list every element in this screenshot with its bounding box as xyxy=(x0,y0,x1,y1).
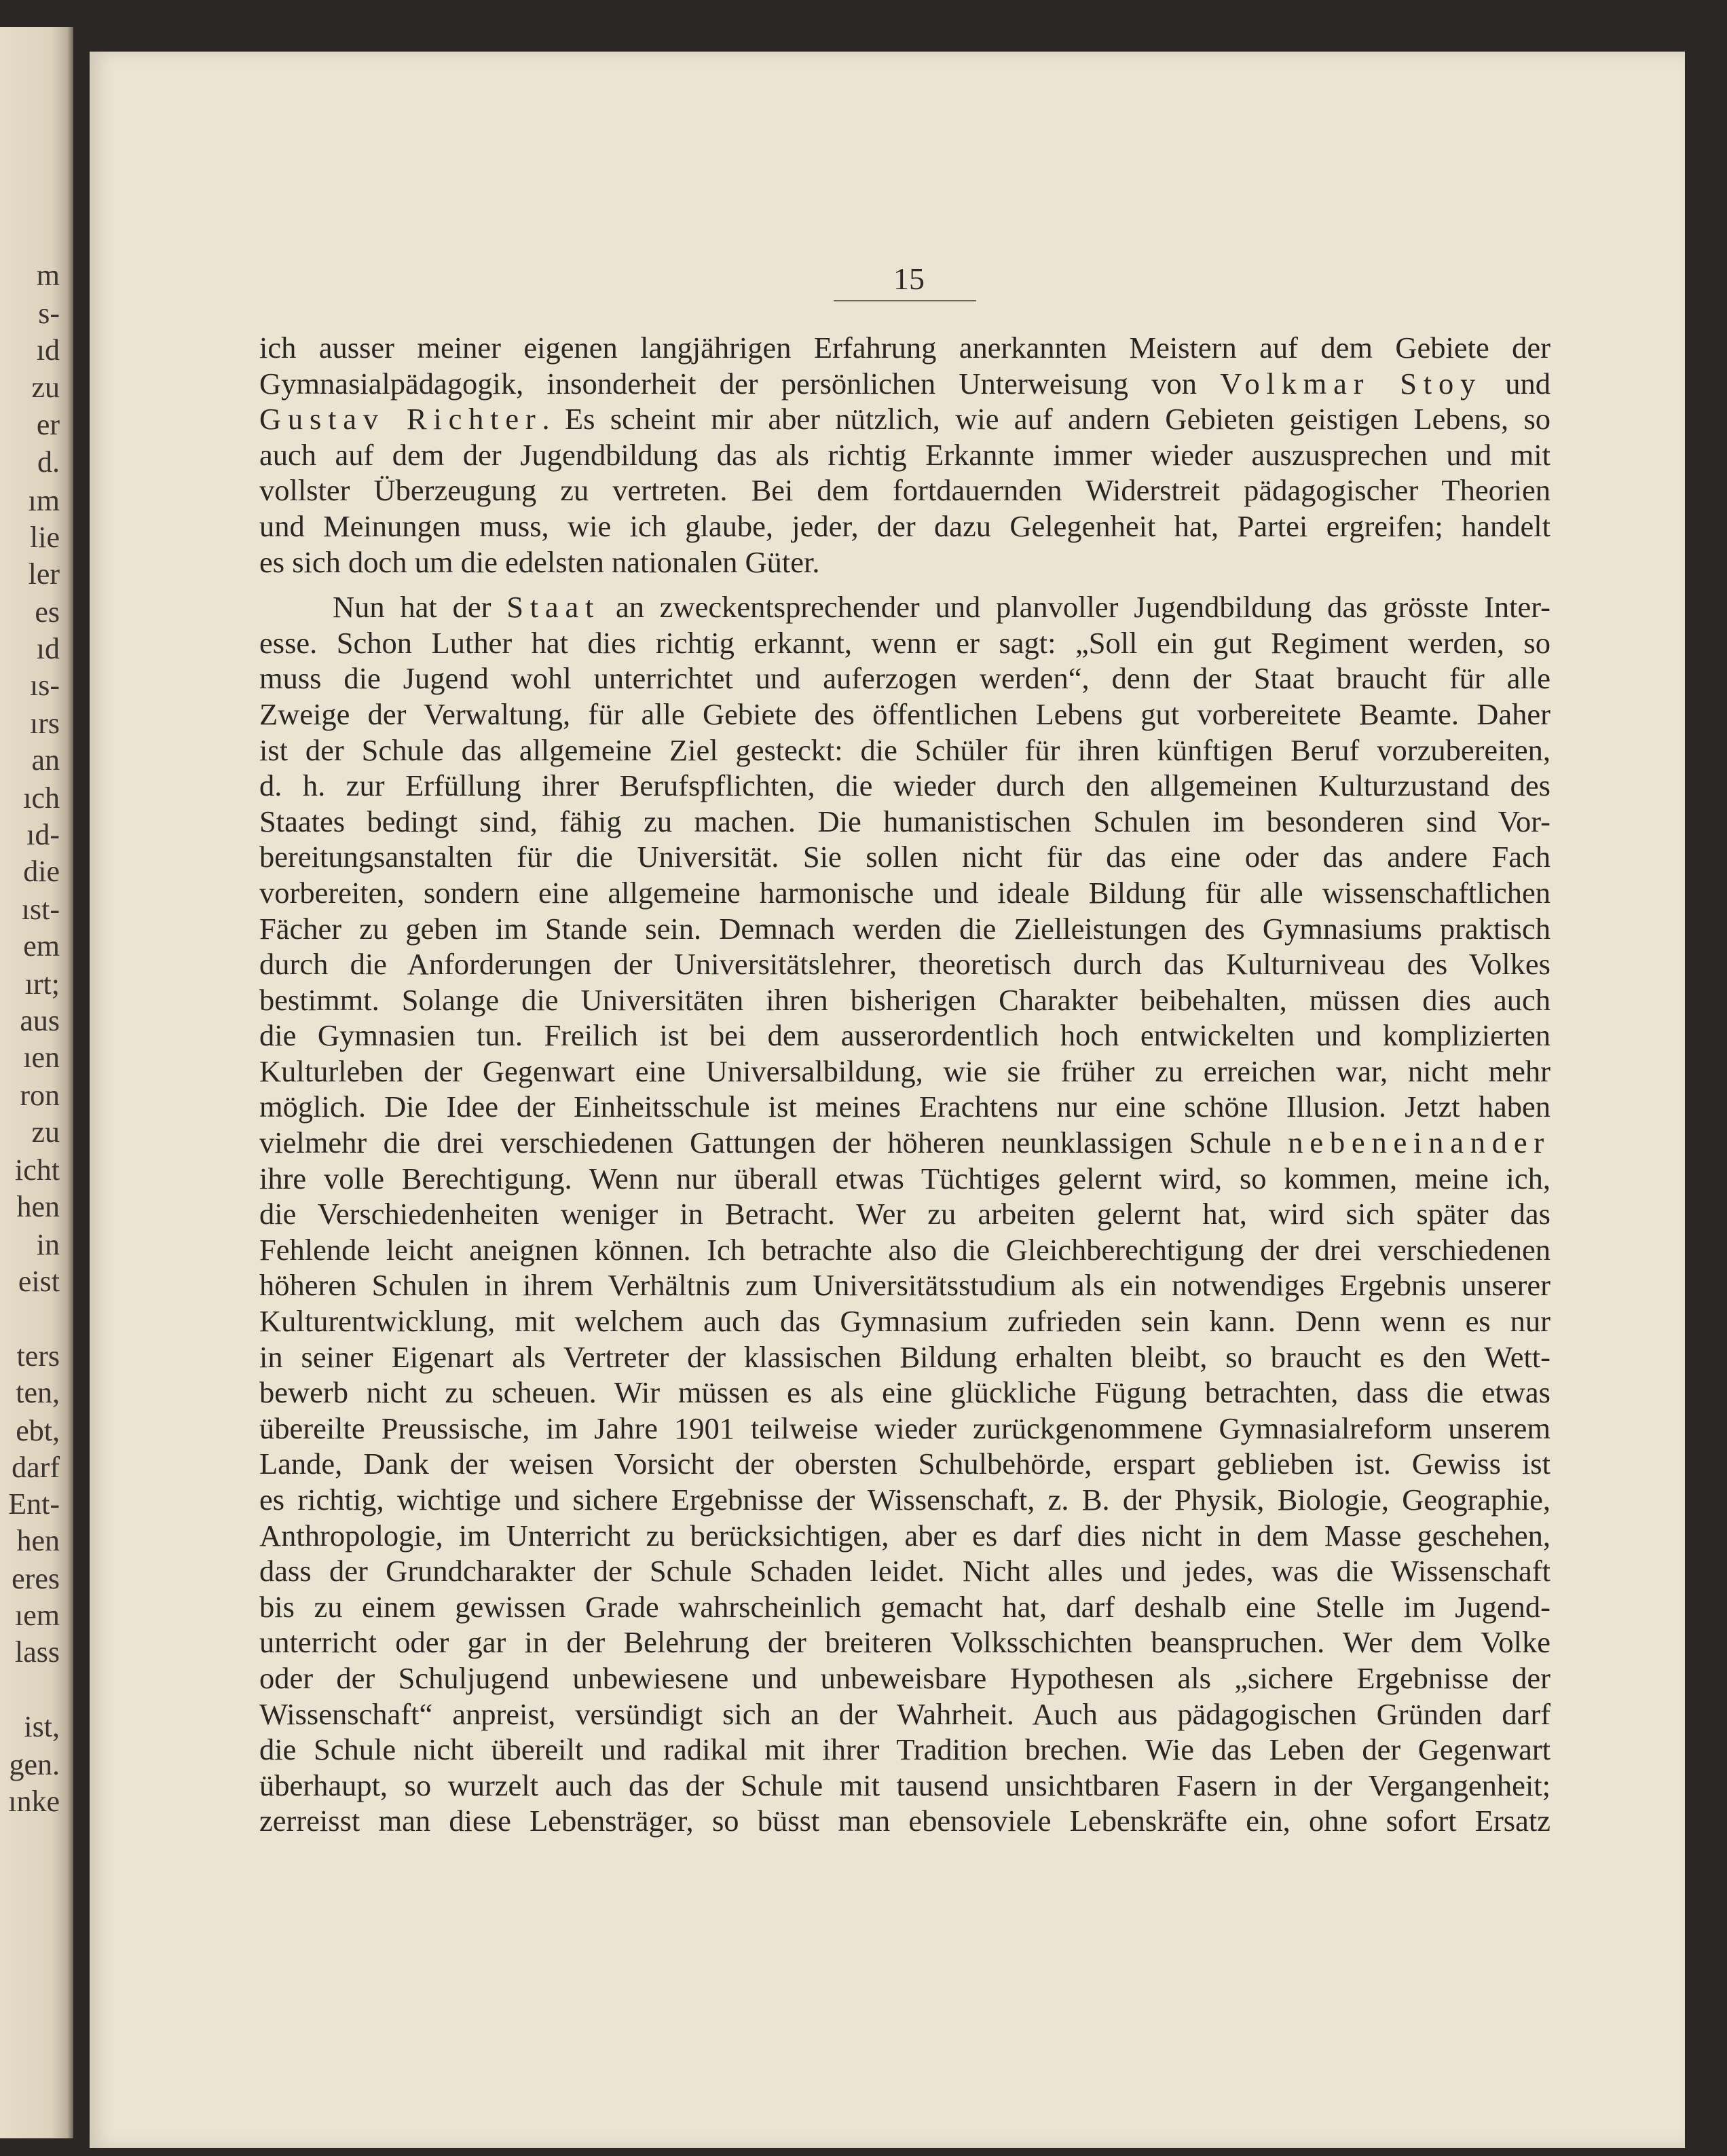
text-line: zerreisst man diese Lebensträger, so büsst man ebensoviele Lebenskräfte ein, ohne sofort Ersatz xyxy=(259,1804,1550,1838)
text-line: vorbereiten, sondern eine allgemeine harmonische und ideale Bildung für alle wissenschaftlichen xyxy=(259,875,1550,910)
left-page-fragment: gen. xyxy=(9,1748,60,1781)
left-page-fragment: ıs- xyxy=(30,669,60,702)
left-page-fragment: aus xyxy=(20,1004,60,1037)
text-line: die Gymnasien tun. Freilich ist bei dem ausserordentlich hoch entwickelten und komplizierten xyxy=(259,1018,1550,1053)
body-text xyxy=(259,330,1550,1839)
left-page-fragment: an xyxy=(31,743,60,777)
left-page-fragment: hen xyxy=(16,1524,60,1557)
text-line: Zweige der Verwaltung, für alle Gebiete des öffentlichen Lebens gut vorbereitete Beamte. Daher xyxy=(259,696,1550,731)
text-line: übereilte Preussische, im Jahre 1901 teilweise wieder zurückgenommene Gymnasialreform unserem xyxy=(259,1411,1550,1445)
text-line xyxy=(259,366,1550,402)
left-page-fragment: er xyxy=(36,408,60,441)
text-line: die Verschiedenheiten weniger in Betracht. Wer zu arbeiten gelernt hat, wird sich später das xyxy=(259,1197,1550,1231)
spaced-emphasis: nebeneinander xyxy=(1288,1126,1550,1160)
left-page-fragment: ebt, xyxy=(16,1414,60,1447)
left-page-fragment: die xyxy=(23,855,60,888)
left-page-fragment: ist, xyxy=(24,1710,60,1743)
left-page-fragment: lass xyxy=(15,1635,60,1669)
text-line: bewerb nicht zu scheuen. Wir müssen es als eine glückliche Fügung betrachten, dass die etwas xyxy=(259,1375,1550,1410)
left-page-fragment: ınke xyxy=(8,1785,60,1818)
left-page-fragment: ıd xyxy=(36,333,60,367)
text-run: Nun hat der xyxy=(333,590,507,625)
left-page-fragment: ıd- xyxy=(26,818,60,851)
text-line: Kulturentwicklung, mit welchem auch das Gymnasium zufrieden sein kann. Denn wenn es nur xyxy=(259,1304,1550,1339)
text-line: bereitungsanstalten für die Universität. Sie sollen nicht für das eine oder das andere Fach xyxy=(259,840,1550,874)
text-line: unterricht oder gar in der Belehrung der breiteren Volksschichten beanspruchen. Wer dem Volke xyxy=(259,1625,1550,1660)
text-line xyxy=(259,401,1550,437)
left-page-fragment: s- xyxy=(38,297,60,330)
text-line: ist der Schule das allgemeine Ziel gesteckt: die Schüler für ihren künftigen Beruf vorzubereiten, xyxy=(259,732,1550,767)
text-line: muss die Jugend wohl unterrichtet und auferzogen werden“, denn der Staat braucht für alle xyxy=(259,661,1550,696)
text-line: auch auf dem der Jugendbildung das als richtig Erkannte immer wieder auszusprechen und mit xyxy=(259,437,1550,472)
paragraph xyxy=(259,589,1550,1839)
left-page-fragment: zu xyxy=(31,1115,60,1149)
text-run: vielmehr die drei verschiedenen Gattungen der höheren neunklassigen Schule xyxy=(259,1126,1288,1160)
left-page-fragment: ıst- xyxy=(21,893,60,926)
left-page-fragment: lie xyxy=(30,521,60,554)
text-line: d. h. zur Erfüllung ihrer Berufspflichten, die wieder durch den allgemeinen Kulturzustand des xyxy=(259,768,1550,803)
text-line: Kulturleben der Gegenwart eine Universalbildung, wie sie früher zu erreichen war, nicht mehr xyxy=(259,1054,1550,1088)
left-page-fragment: d. xyxy=(37,445,60,479)
text-run: an zweckentsprechender und planvoller Jugendbildung das grösste Inter- xyxy=(600,590,1551,625)
text-line: es sich doch um die edelsten nationalen Güter. xyxy=(259,544,820,579)
text-line: ich ausser meiner eigenen langjährigen Erfahrung anerkannten Meistern auf dem Gebiete der xyxy=(259,331,1550,365)
header-rule xyxy=(834,300,976,301)
left-page-fragment: darf xyxy=(12,1451,60,1484)
book-page xyxy=(90,52,1685,2148)
left-page-fragment: ırs xyxy=(30,707,60,740)
left-page-fragment: Ent- xyxy=(8,1487,60,1521)
spaced-emphasis: Volkmar Stoy xyxy=(1220,366,1483,401)
left-page-fragment: ıem xyxy=(15,1599,60,1632)
text-line: Fehlende leicht aneignen können. Ich betrachte also die Gleichberechtigung der drei verschiedenen xyxy=(259,1232,1550,1267)
text-line: bis zu einem gewissen Grade wahrscheinlich gemacht hat, darf deshalb eine Stelle im Jugend- xyxy=(259,1589,1550,1624)
left-page-fragment: ım xyxy=(28,484,60,517)
text-line: möglich. Die Idee der Einheitsschule ist meines Erachtens nur eine schöne Illusion. Jetzt haben xyxy=(259,1090,1550,1124)
left-page-fragment: zu xyxy=(31,371,60,404)
left-page-fragment: ıd xyxy=(36,632,60,665)
left-page-fragment: ters xyxy=(16,1339,60,1373)
text-run: Gymnasialpädagogik, insonderheit der persönlichen Unterweisung von xyxy=(259,366,1221,401)
left-page-fragment: m xyxy=(36,259,60,292)
text-line: in seiner Eigenart als Vertreter der klassischen Bildung erhalten bleibt, so braucht es den Wett- xyxy=(259,1339,1550,1374)
text-line: durch die Anforderungen der Universitätslehrer, theoretisch durch das Kulturniveau des Volkes xyxy=(259,947,1550,982)
text-line xyxy=(259,1125,1550,1161)
left-page-fragment: eres xyxy=(12,1562,60,1595)
page-number: 15 xyxy=(893,261,925,296)
text-line: Fächer zu geben im Stande sein. Demnach werden die Zielleistungen des Gymnasiums praktisch xyxy=(259,911,1550,946)
text-line: Anthropologie, im Unterricht zu berücksichtigen, aber es darf dies nicht in dem Masse geschehen, xyxy=(259,1518,1550,1553)
text-line xyxy=(259,589,1550,625)
left-page-fragment: ron xyxy=(20,1079,60,1112)
left-page-fragment: ıen xyxy=(23,1041,60,1074)
left-page-edge xyxy=(0,27,73,2138)
text-line: und Meinungen muss, wie ich glaube, jeder, der dazu Gelegenheit hat, Partei ergreifen; handelt xyxy=(259,508,1550,543)
text-line: Lande, Dank der weisen Vorsicht der obersten Schulbehörde, erspart geblieben ist. Gewiss ist xyxy=(259,1447,1550,1481)
spaced-emphasis: Gustav Richter xyxy=(259,402,542,436)
left-page-fragment: ler xyxy=(28,557,60,591)
text-line: es richtig, wichtige und sichere Ergebnisse der Wissenschaft, z. B. der Physik, Biologie, Geographie, xyxy=(259,1483,1550,1517)
left-page-fragment: ıch xyxy=(23,781,60,815)
text-line: bestimmt. Solange die Universitäten ihren bisherigen Charakter beibehalten, müssen dies auch xyxy=(259,982,1550,1017)
left-page-fragment: eist xyxy=(18,1265,60,1298)
text-line: dass der Grundcharakter der Schule Schaden leidet. Nicht alles und jedes, was die Wissenschaft xyxy=(259,1554,1550,1588)
text-line: Wissenschaft“ anpreist, versündigt sich an der Wahrheit. Auch aus pädagogischen Gründen darf xyxy=(259,1696,1550,1731)
text-line: esse. Schon Luther hat dies richtig erkannt, wenn er sagt: „Soll ein gut Regiment werden, so xyxy=(259,625,1550,660)
left-page-fragment: in xyxy=(36,1228,60,1261)
text-line: Staates bedingt sind, fähig zu machen. Die humanistischen Schulen im besonderen sind Vor- xyxy=(259,804,1550,838)
spaced-emphasis: Staat xyxy=(506,590,601,625)
left-page-fragment: ırt; xyxy=(24,967,60,1001)
text-line: vollster Überzeugung zu vertreten. Bei dem fortdauernden Widerstreit pädagogischer Theorien xyxy=(259,473,1550,508)
text-run: und xyxy=(1482,366,1551,401)
text-line: oder der Schuljugend unbewiesene und unbeweisbare Hypothesen als „sichere Ergebnisse der xyxy=(259,1660,1550,1695)
paragraph xyxy=(259,330,1550,580)
left-page-fragment: hen xyxy=(16,1190,60,1223)
left-page-fragment: ten, xyxy=(16,1376,60,1409)
text-line: überhaupt, so wurzelt auch das der Schule mit tausend unsichtbaren Fasern in der Vergangenheit; xyxy=(259,1768,1550,1802)
left-page-fragment: em xyxy=(23,929,60,963)
text-line: ihre volle Berechtigung. Wenn nur überall etwas Tüchtiges gelernt wird, so kommen, meine ich, xyxy=(259,1161,1550,1195)
left-page-fragment: es xyxy=(35,595,60,629)
text-run: . Es scheint mir aber nützlich, wie auf andern Gebieten geistigen Lebens, so xyxy=(542,402,1551,436)
left-page-fragment: icht xyxy=(15,1153,60,1187)
text-line: die Schule nicht übereilt und radikal mit ihrer Tradition brechen. Wie das Leben der Gegenwart xyxy=(259,1732,1550,1767)
text-line: höheren Schulen in ihrem Verhältnis zum Universitätsstudium als ein notwendiges Ergebnis unserer xyxy=(259,1268,1550,1303)
